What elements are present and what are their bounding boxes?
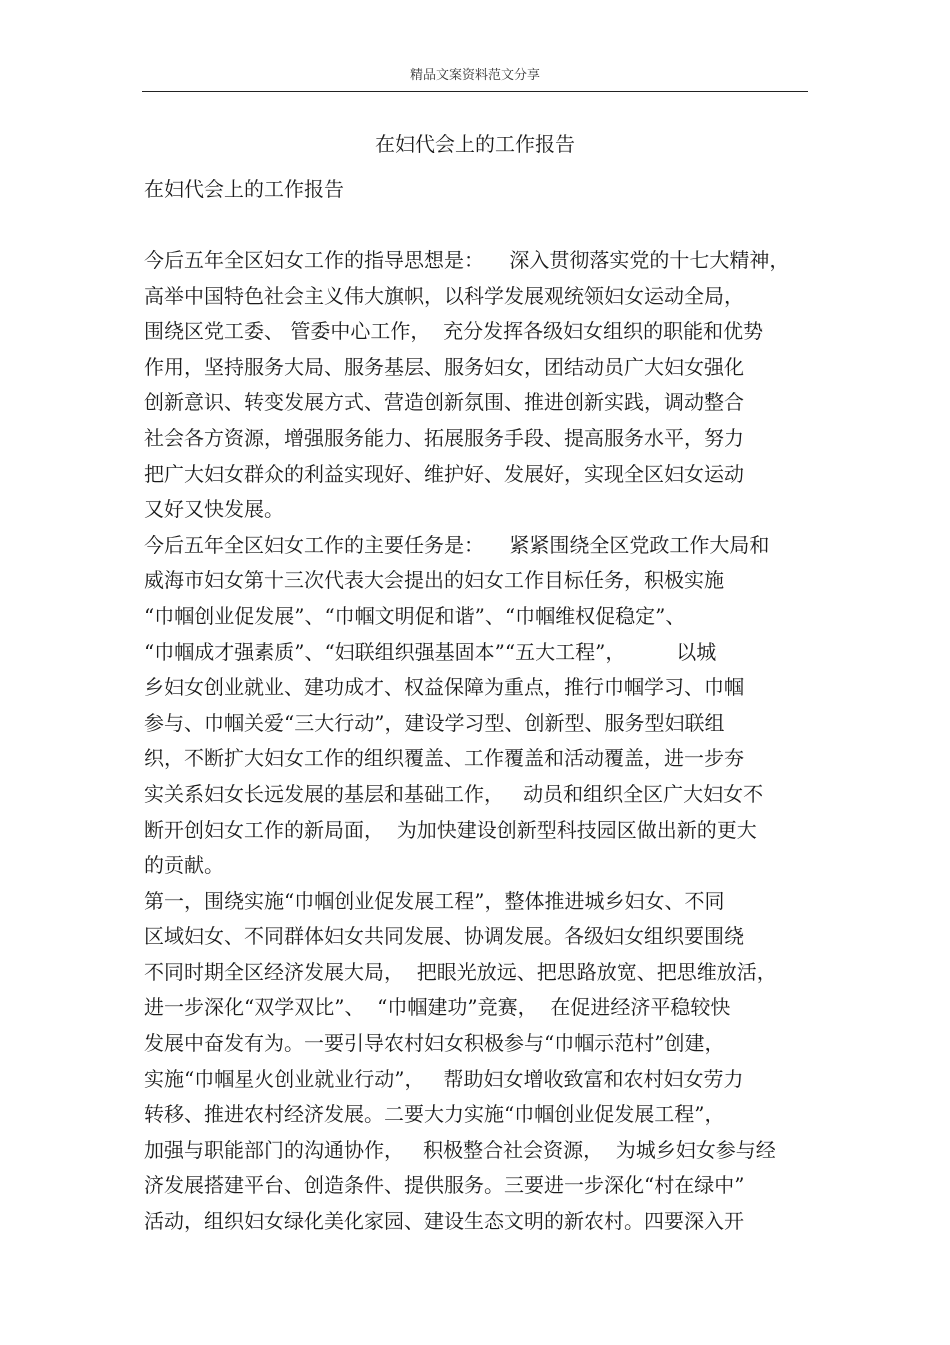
body-line: 转移、推进农村经济发展。二要大力实施“巾帼创业促发展工程”， [144,1102,725,1127]
document-body [144,243,814,1240]
body-line: 实关系妇女长远发展的基层和基础工作， 动员和组织全区广大妇女不 [144,781,764,806]
body-line: 进一步深化“双学双比”、 “巾帼建功”竞赛， 在促进经济平稳较快 [144,995,731,1020]
body-line: 作用，坚持服务大局、服务基层、服务妇女，团结动员广大妇女强化 [144,354,744,379]
body-line: 区域妇女、不同群体妇女共同发展、协调发展。各级妇女组织要围绕 [144,924,744,949]
body-line: 高举中国特色社会主义伟大旗帜，以科学发展观统领妇女运动全局， [144,283,744,308]
running-header: 精品文案资料范文分享 [409,68,540,83]
body-line: 威海市妇女第十三次代表大会提出的妇女工作目标任务，积极实施 [144,568,724,593]
document-subtitle: 在妇代会上的工作报告 [144,177,344,201]
body-line: 实施“巾帼星火创业就业行动”， 帮助妇女增收致富和农村妇女劳力 [144,1066,744,1091]
body-line: 第一，围绕实施“巾帼创业促发展工程”，整体推进城乡妇女、不同 [144,888,725,913]
body-line: 济发展搭建平台、创造条件、提供服务。三要进一步深化“村在绿中” [144,1173,745,1198]
body-line: 加强与职能部门的沟通协作， 积极整合社会资源， 为城乡妇女参与经 [144,1137,776,1162]
body-line: 不同时期全区经济发展大局， 把眼光放远、把思路放宽、把思维放活， [144,959,777,984]
document-title: 在妇代会上的工作报告 [375,132,575,156]
body-line: 把广大妇女群众的利益实现好、维护好、发展好，实现全区妇女运动 [144,461,744,486]
body-line: 参与、巾帼关爱“三大行动”，建设学习型、创新型、服务型妇联组 [144,710,725,735]
body-line: 围绕区党工委、 管委中心工作， 充分发挥各级妇女组织的职能和优势 [144,319,764,344]
body-line: “巾帼成才强素质”、“妇联组织强基固本”“五大工程”， 以城 [144,639,717,664]
body-line: 今后五年全区妇女工作的主要任务是： 紧紧围绕全区党政工作大局和 [144,532,770,557]
body-line: 创新意识、转变发展方式、营造创新氛围、推进创新实践，调动整合 [144,390,744,415]
body-line: 发展中奋发有为。一要引导农村妇女积极参与“巾帼示范村”创建， [144,1031,725,1056]
body-line: 活动，组织妇女绿化美化家园、建设生态文明的新农村。四要深入开 [144,1209,744,1234]
body-line: 的贡献。 [144,853,224,878]
body-line: “巾帼创业促发展”、“巾帼文明促和谐”、“巾帼维权促稳定”、 [144,603,686,628]
body-line: 又好又快发展。 [144,497,284,522]
body-line: 织，不断扩大妇女工作的组织覆盖、工作覆盖和活动覆盖，进一步夯 [144,746,744,771]
body-line: 乡妇女创业就业、建功成才、权益保障为重点，推行巾帼学习、巾帼 [144,675,744,700]
body-line: 社会各方资源，增强服务能力、拓展服务手段、提高服务水平，努力 [144,425,744,450]
header-divider [142,91,808,92]
body-line: 断开创妇女工作的新局面， 为加快建设创新型科技园区做出新的更大 [144,817,757,842]
body-line: 今后五年全区妇女工作的指导思想是： 深入贯彻落实党的十七大精神， [144,248,790,272]
